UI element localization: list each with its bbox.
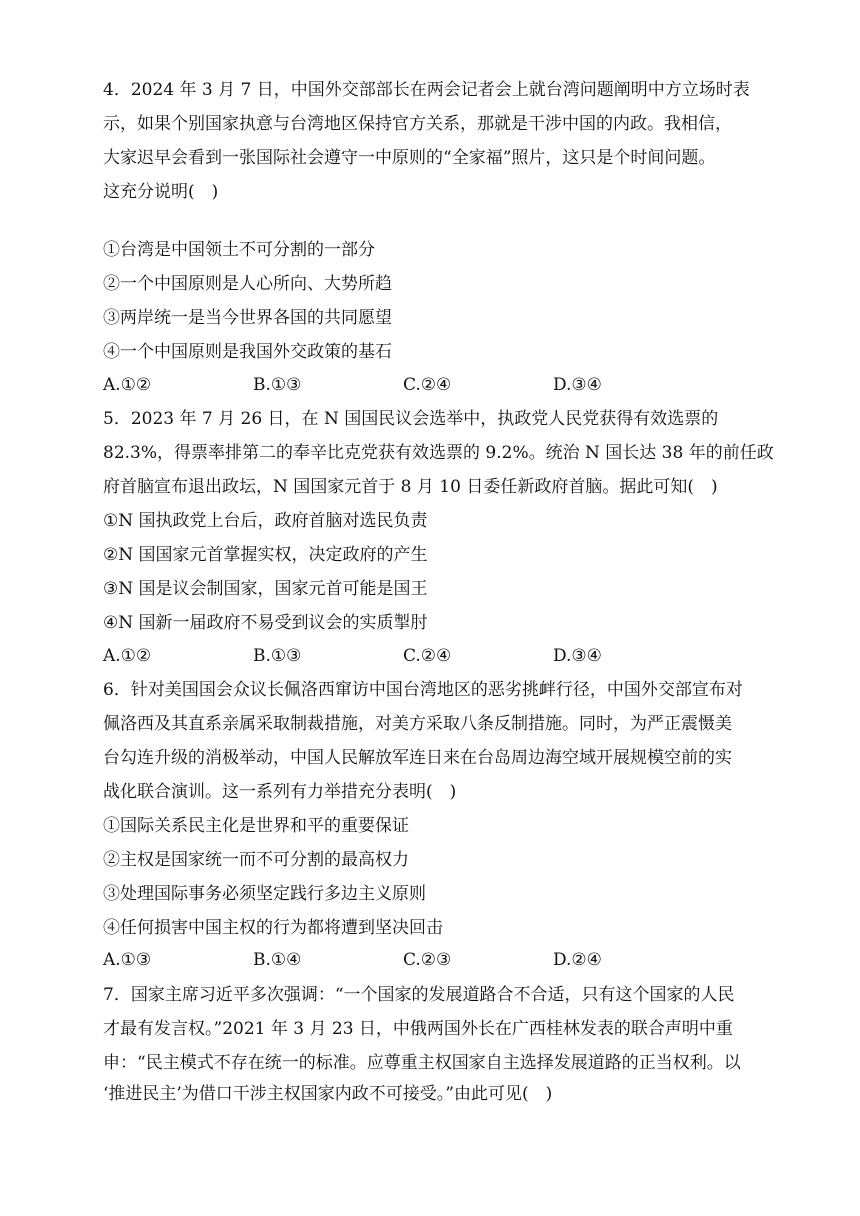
question-5-item-3: ③N 国是议会制国家，国家元首可能是国王 [103, 579, 428, 599]
question-5-option-b: B.①③ [253, 646, 302, 666]
question-4-item-1: ①台湾是中国领土不可分割的一部分 [103, 240, 375, 260]
question-4-options [103, 373, 763, 397]
question-5-options [103, 644, 763, 668]
question-5-stem-line-2: 82.3%，得票率排第二的奉辛比克党获有效选票的 9.2%。统治 N 国长达 38 年的前任政 [103, 443, 774, 463]
question-6-option-a: A.①③ [103, 950, 152, 970]
question-6-stem-line-2: 佩洛西及其直系亲属采取制裁措施，对美方采取八条反制措施。同时，为严正震慑美 [103, 714, 732, 734]
question-5-option-c: C.②④ [403, 646, 452, 666]
question-5-option-d: D.③④ [553, 646, 602, 666]
question-6-item-3: ③处理国际事务必须坚定践行多边主义原则 [103, 884, 426, 904]
question-4-item-4: ④一个中国原则是我国外交政策的基石 [103, 342, 392, 362]
question-5-stem-line-1: 5．2023 年 7 月 26 日，在 N 国国民议会选举中，执政党人民党获得有效选票的 [103, 409, 719, 429]
question-4-item-2: ②一个中国原则是人心所向、大势所趋 [103, 274, 392, 294]
question-4-option-a: A.①② [103, 375, 152, 395]
question-5-item-4: ④N 国新一届政府不易受到议会的实质掣肘 [103, 613, 428, 633]
question-7-stem-line-2: 才最有发言权。”2021 年 3 月 23 日，中俄两国外长在广西桂林发表的联合声明中重 [103, 1019, 733, 1039]
question-7-stem-line-4: ‘推进民主’为借口干涉主权国家内政不可接受。”由此可见( ) [103, 1084, 553, 1104]
question-6-option-b: B.①④ [253, 950, 302, 970]
question-6-item-2: ②主权是国家统一而不可分割的最高权力 [103, 850, 409, 870]
question-4-stem-line-2: 示，如果个别国家执意与台湾地区保持官方关系，那就是干涉中国的内政。我相信， [103, 114, 732, 134]
question-6-options [103, 948, 763, 972]
question-6-stem-line-1: 6．针对美国国会众议长佩洛西窜访中国台湾地区的恶劣挑衅行径，中国外交部宣布对 [103, 680, 743, 700]
question-6-stem-line-3: 台勾连升级的消极举动，中国人民解放军连日来在台岛周边海空域开展规模空前的实 [103, 748, 732, 768]
question-4-stem-line-1: 4．2024 年 3 月 7 日，中国外交部部长在两会记者会上就台湾问题阐明中方立场时表 [103, 80, 750, 100]
question-4-option-b: B.①③ [253, 375, 302, 395]
question-6-option-d: D.②④ [553, 950, 602, 970]
question-5-stem-line-3: 府首脑宣布退出政坛，N 国国家元首于 8 月 10 日委任新政府首脑。据此可知( ) [103, 477, 718, 497]
question-5-item-1: ①N 国执政党上台后，政府首脑对选民负责 [103, 511, 428, 531]
question-4-stem-line-4: 这充分说明( ) [103, 182, 219, 202]
question-7-stem-line-3: 申：“民主模式不存在统一的标准。应尊重主权国家自主选择发展道路的正当权利。以 [103, 1053, 741, 1073]
question-4-item-3: ③两岸统一是当今世界各国的共同愿望 [103, 308, 392, 328]
question-4-option-d: D.③④ [553, 375, 602, 395]
question-5-option-a: A.①② [103, 646, 152, 666]
question-6-item-4: ④任何损害中国主权的行为都将遭到坚决回击 [103, 918, 443, 938]
question-6-item-1: ①国际关系民主化是世界和平的重要保证 [103, 816, 409, 836]
question-5-item-2: ②N 国国家元首掌握实权，决定政府的产生 [103, 545, 428, 565]
question-4-stem-line-3: 大家迟早会看到一张国际社会遵守一中原则的“全家福”照片，这只是个时间问题。 [103, 148, 716, 168]
question-6-option-c: C.②③ [403, 950, 452, 970]
question-6-stem-line-4: 战化联合演训。这一系列有力举措充分表明( ) [103, 782, 457, 802]
question-4-option-c: C.②④ [403, 375, 452, 395]
question-7-stem-line-1: 7．国家主席习近平多次强调：“一个国家的发展道路合不合适，只有这个国家的人民 [103, 985, 735, 1005]
